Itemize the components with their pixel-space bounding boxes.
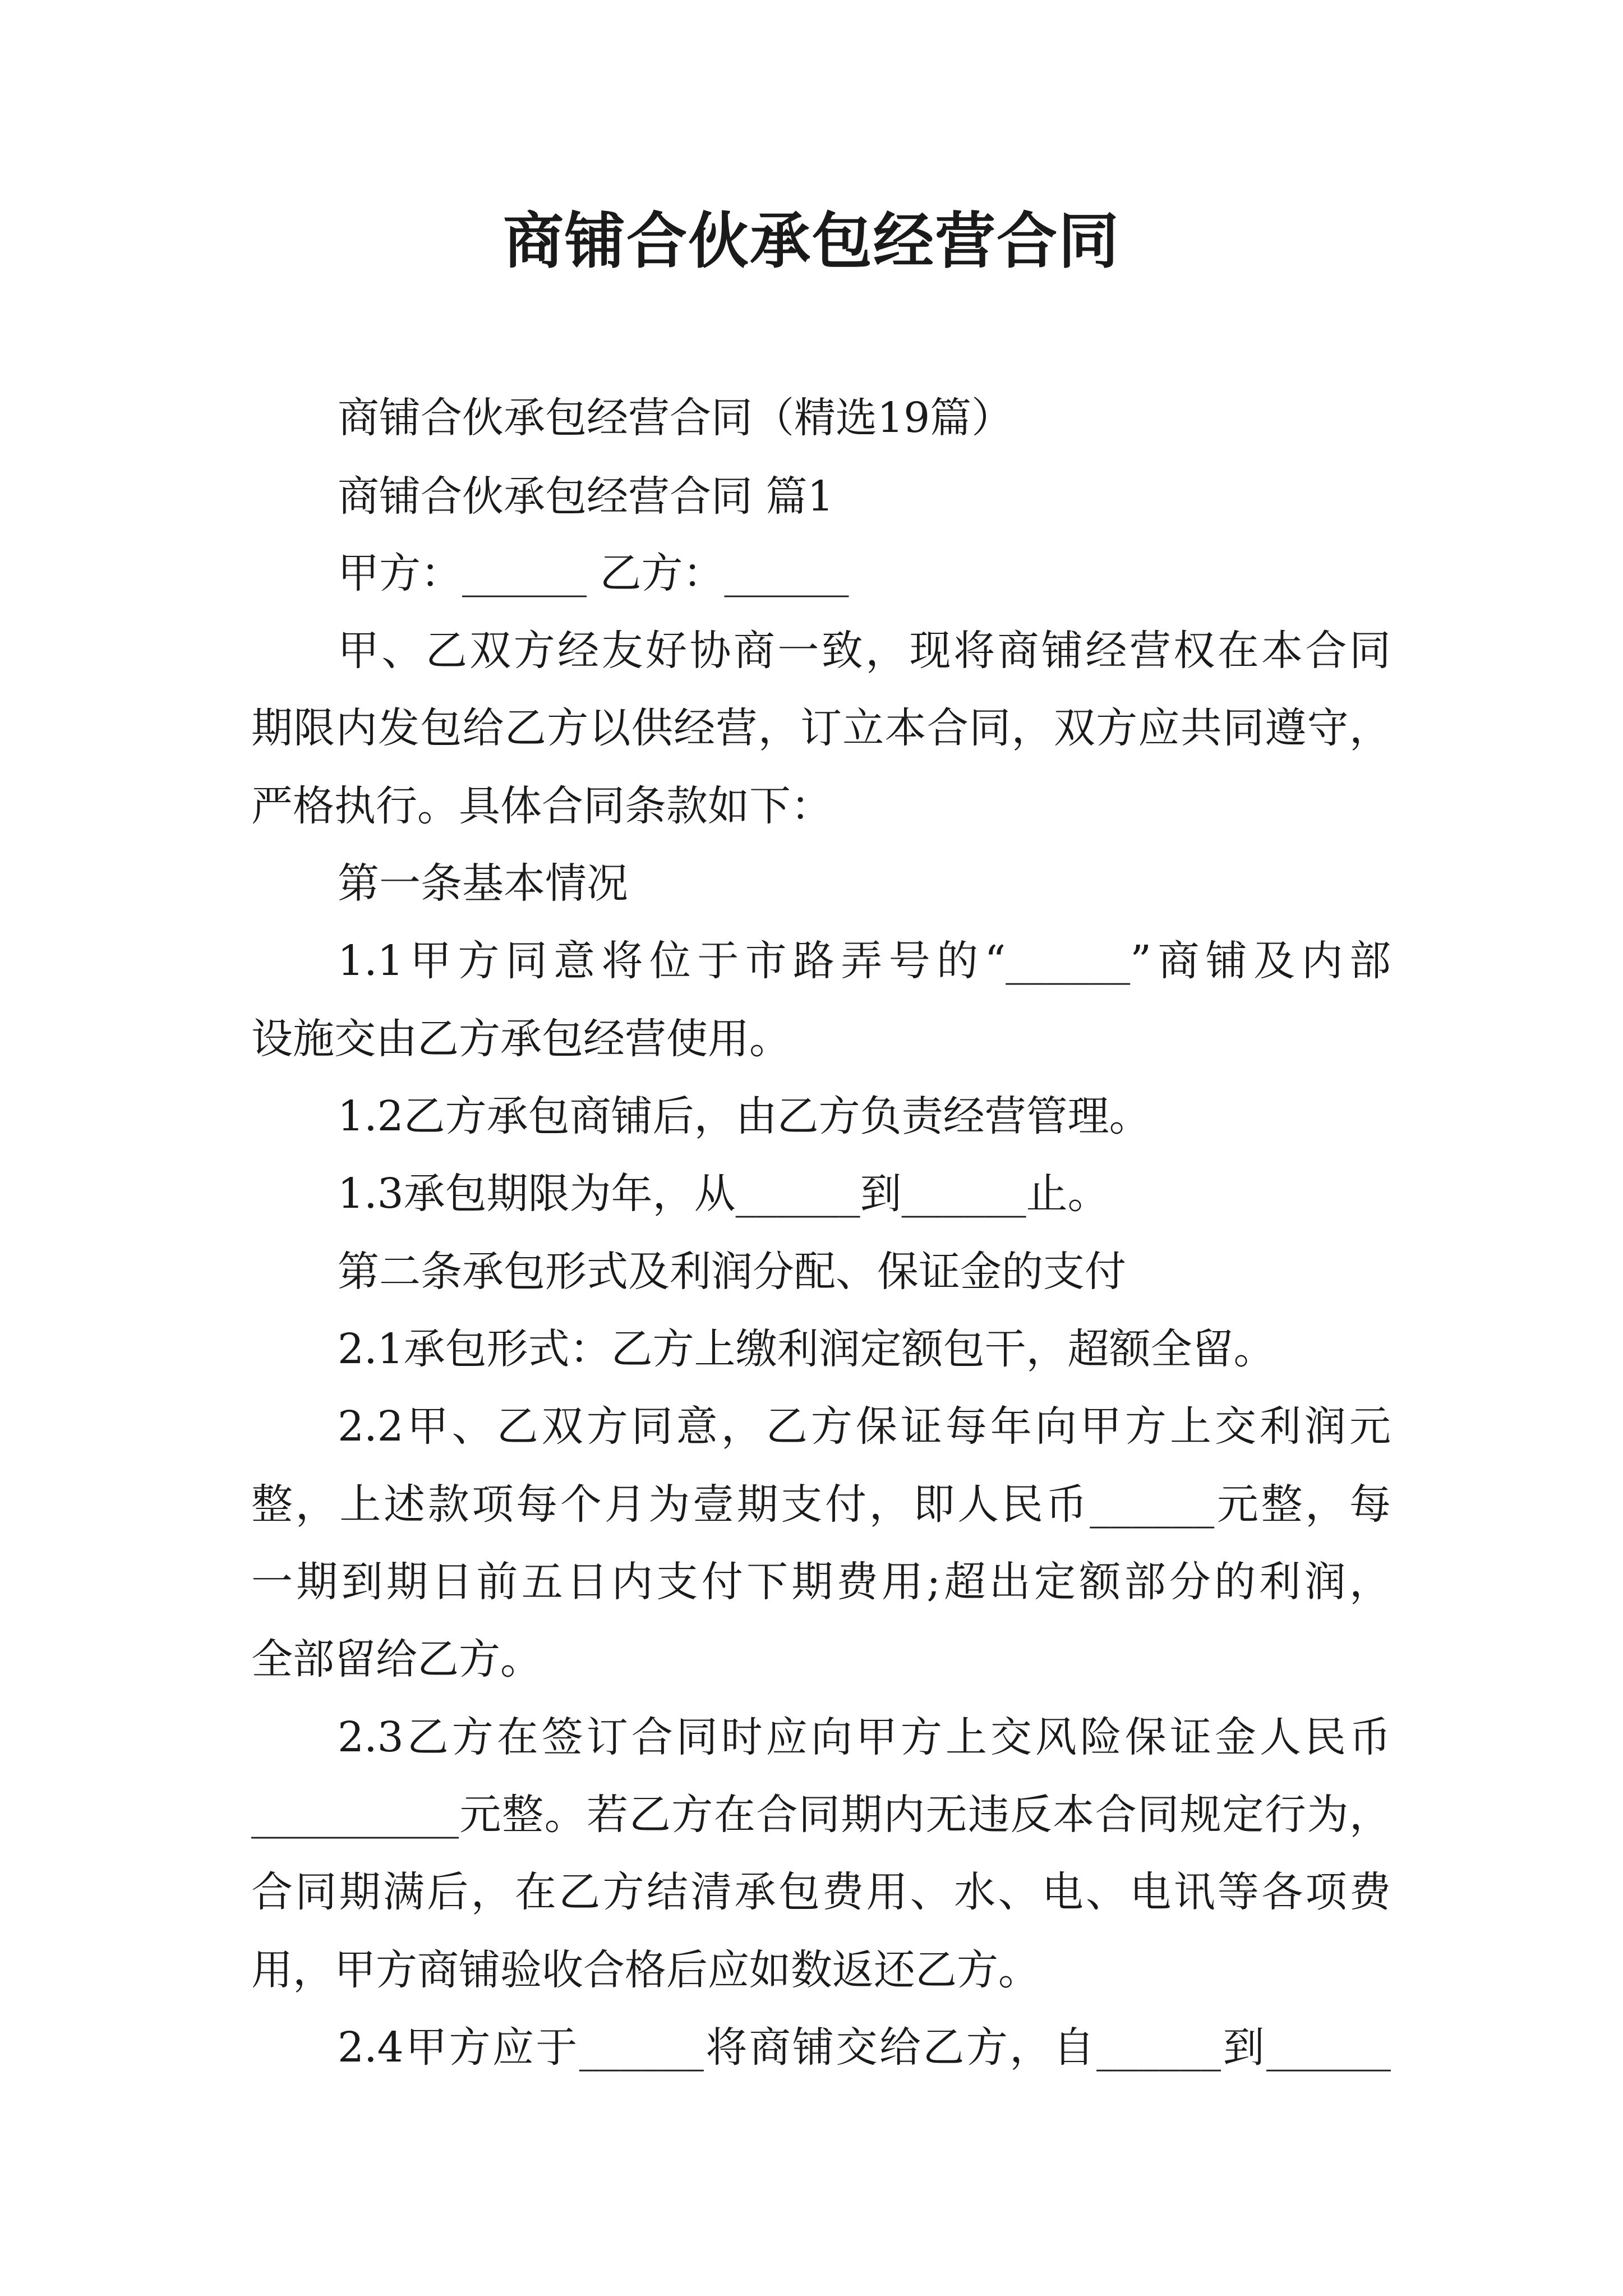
- paragraph-line: 整，上述款项每个月为壹期支付，即人民币______元整，每: [251, 1480, 1391, 1529]
- paragraph-line: 期限内发包给乙方以供经营，订立本合同，双方应共同遵守，: [251, 704, 1391, 752]
- paragraph-line: 甲、乙双方经友好协商一致，现将商铺经营权在本合同: [338, 627, 1391, 675]
- paragraph-line: 2.3乙方在签订合同时应向甲方上交风险保证金人民币: [338, 1713, 1391, 1761]
- paragraph-line: 1.1甲方同意将位于市路弄号的“______”商铺及内部: [338, 937, 1391, 985]
- paragraph-line: 2.2甲、乙双方同意，乙方保证每年向甲方上交利润元: [338, 1402, 1391, 1451]
- paragraph-line: 商铺合伙承包经营合同 篇1: [338, 472, 834, 521]
- paragraph-line: 用，甲方商铺验收合格后应如数返还乙方。: [251, 1946, 1040, 1994]
- paragraph-line: 设施交由乙方承包经营使用。: [251, 1015, 791, 1063]
- paragraph-line: 合同期满后，在乙方结清承包费用、水、电、电讯等各项费: [251, 1868, 1391, 1916]
- paragraph-line: 第一条基本情况: [338, 859, 628, 908]
- paragraph-line: __________元整。若乙方在合同期内无违反本合同规定行为，: [251, 1791, 1391, 1839]
- paragraph-line: 2.4甲方应于______将商铺交给乙方，自______到______: [338, 2023, 1391, 2072]
- paragraph-line: 全部留给乙方。: [251, 1635, 542, 1683]
- page-title: 商铺合伙承包经营合同: [502, 206, 1120, 277]
- paragraph-line: 商铺合伙承包经营合同（精选19篇）: [338, 394, 1013, 442]
- paragraph-line: 2.1承包形式：乙方上缴利润定额包干，超额全留。: [338, 1325, 1275, 1373]
- paragraph-line: 一期到期日前五日内支付下期费用;超出定额部分的利润，: [251, 1558, 1391, 1606]
- paragraph-line: 严格执行。具体合同条款如下：: [251, 782, 832, 830]
- paragraph-line: 第二条承包形式及利润分配、保证金的支付: [338, 1248, 1126, 1296]
- paragraph-line: 1.3承包期限为年，从______到______止。: [338, 1170, 1109, 1218]
- paragraph-line: 1.2乙方承包商铺后，由乙方负责经营管理。: [338, 1092, 1151, 1140]
- paragraph-line: 甲方：______ 乙方：______: [338, 549, 849, 597]
